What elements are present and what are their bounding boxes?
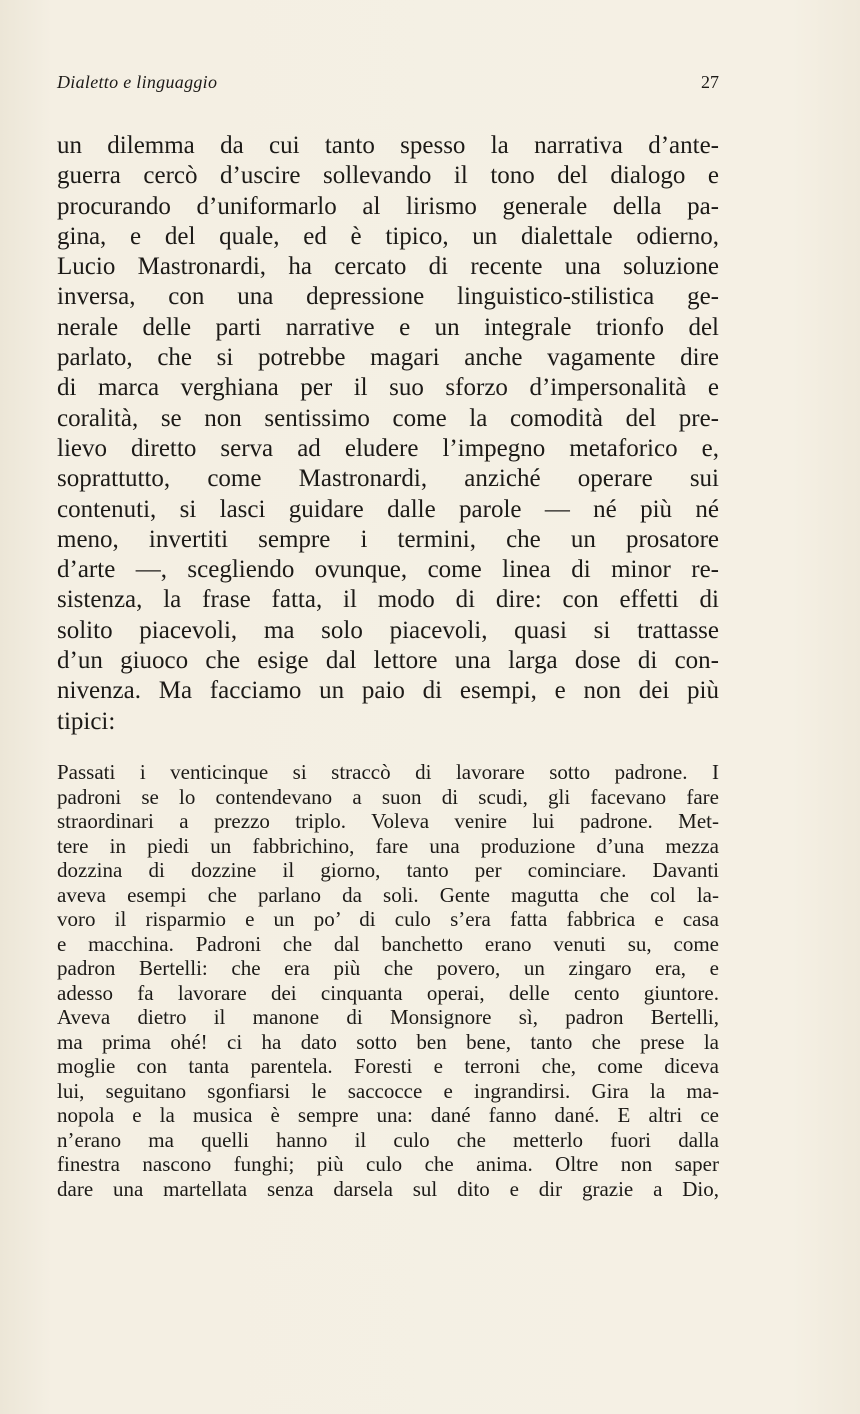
body-line: inversa, con una depressione linguistico-stilistica ge- [57, 283, 719, 311]
quote-line: dare una martellata senza darsela sul dito e dir grazie a Dio, [57, 1176, 719, 1201]
body-line: di marca verghiana per il suo sforzo d’impersonalità e [57, 374, 719, 402]
running-head [57, 72, 719, 102]
quote-line: padroni se lo contendevano a suon di scudi, gli facevano fare [57, 784, 719, 809]
quote-line: padron Bertelli: che era più che povero, un zingaro era, e [57, 956, 719, 980]
quote-line: finestra nascono funghi; più culo che anima. Oltre non saper [57, 1152, 719, 1176]
body-paragraph [57, 131, 719, 737]
quote-line: voro il risparmio e un po’ di culo s’era fatta fabbrica e casa [57, 907, 719, 931]
quote-line: ma prima ohé! ci ha dato sotto ben bene, tanto che prese la [57, 1029, 719, 1054]
body-line: lievo diretto serva ad eludere l’impegno metaforico e, [57, 434, 719, 462]
body-line: d’arte —, scegliendo ovunque, come linea di minor re- [57, 556, 719, 584]
quote-line: nopola e la musica è sempre una: dané fanno dané. E altri ce [57, 1103, 719, 1127]
body-line: sistenza, la frase fatta, il modo di dire: con effetti di [57, 586, 719, 614]
body-line: nivenza. Ma facciamo un paio di esempi, e non dei più [57, 677, 719, 705]
block-quote [57, 760, 719, 1201]
page-number: 27 [701, 72, 719, 92]
body-line: d’un giuoco che esige dal lettore una larga dose di con- [57, 647, 719, 675]
quote-line: e macchina. Padroni che dal banchetto erano venuti su, come [57, 931, 719, 956]
quote-line: lui, seguitano sgonfiarsi le saccocce e ingrandirsi. Gira la ma- [57, 1078, 719, 1103]
body-line: un dilemma da cui tanto spesso la narrativa d’ante- [57, 132, 719, 159]
body-line: contenuti, si lasci guidare dalle parole — né più né [57, 495, 719, 523]
quote-line: n’erano ma quelli hanno il culo che metterlo fuori dalla [57, 1127, 719, 1152]
body-line: parlato, che si potrebbe magari anche vagamente dire [57, 344, 719, 372]
body-line: procurando d’uniformarlo al lirismo generale della pa- [57, 192, 719, 220]
quote-line: Passati i venticinque si straccò di lavorare sotto padrone. I [57, 760, 719, 784]
body-line: soprattutto, come Mastronardi, anziché operare sui [57, 465, 719, 493]
quote-line: aveva esempi che parlano da soli. Gente magutta che col la- [57, 882, 719, 907]
quote-line: tere in piedi un fabbrichino, fare una produzione d’una mezza [57, 833, 719, 858]
quote-line: moglie con tanta parentela. Foresti e terroni che, come diceva [57, 1054, 719, 1078]
body-line: coralità, se non sentissimo come la comodità del pre- [57, 404, 719, 432]
body-line: meno, invertiti sempre i termini, che un prosatore [57, 525, 719, 553]
quote-line: dozzina di dozzine il giorno, tanto per cominciare. Davanti [57, 858, 719, 882]
quote-line: Aveva dietro il manone di Monsignore sì, padron Bertelli, [57, 1005, 719, 1029]
body-line: guerra cercò d’uscire sollevando il tono del dialogo e [57, 162, 719, 190]
body-line: nerale delle parti narrative e un integrale trionfo del [57, 313, 719, 341]
running-title: Dialetto e linguaggio [57, 72, 218, 92]
body-line: solito piacevoli, ma solo piacevoli, quasi si trattasse [57, 616, 719, 644]
body-line: gina, e del quale, ed è tipico, un dialettale odierno, [57, 222, 719, 250]
body-line: Lucio Mastronardi, ha cercato di recente una soluzione [57, 253, 719, 281]
quote-line: adesso fa lavorare dei cinquanta operai, delle cento giuntore. [57, 980, 719, 1005]
body-line: tipici: [57, 707, 116, 735]
quote-line: straordinari a prezzo triplo. Voleva venire lui padrone. Met- [57, 809, 719, 833]
